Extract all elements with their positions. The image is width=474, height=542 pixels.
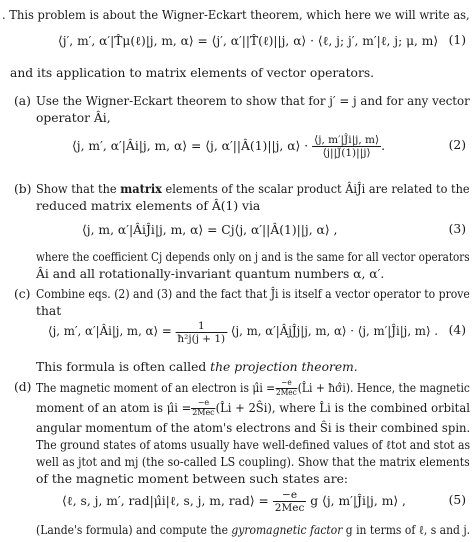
equation-5-denominator: 2Mec [274,502,305,514]
equation-4-denominator: ħ²j(j + 1) [177,332,226,345]
part-d-line6: of the magnetic moment between such states are: [36,472,349,486]
part-b-line1-end: elements of the scalar product ÂiĴi are related to the [161,182,470,196]
equation-5-lhs: ⟨ℓ, s, j, m′, rad|μ̂i|ℓ, s, j, m, rad⟩ = [62,494,269,508]
intro-after: and its application to matrix elements of vector operators. [10,66,375,80]
part-c-after [36,360,358,374]
part-c-line1: Combine eqs. (2) and (3) and the fact that Ĵi is itself a vector operator to prove [36,287,470,301]
equation-3: ⟨j, m, α′|ÂiĴi|j, m, α⟩ = Cj⟨j, α′||Â(1)||j, α⟩ , [82,223,338,237]
part-b-after2: Âi and all rotationally-invariant quantum numbers α, α′. [36,267,385,281]
electron-moment-fraction [275,379,298,398]
part-d-line2-end: (L̂i + 2Ŝi), where L̂i is the combined orbital [215,401,470,415]
electron-moment-denominator: 2Mec [276,388,297,398]
equation-1: ⟨j′, m′, α′|T̂μ(ℓ)|j, m, α⟩ = ⟨j′, α′||T̂(ℓ)||j, α⟩ · ⟨ℓ, j; j′, m′|ℓ, j; μ, m⟩ [58,34,439,48]
equation-2-lhs: ⟨j, m′, α′|Âi|j, m, α⟩ = ⟨j, α′||Â(1)||j, α⟩ · [72,139,309,153]
part-d-line1 [36,378,470,398]
part-b-line1-start: Show that the [36,182,121,196]
part-b-after1: where the coefficient Cj depends only on j and is the same for all vector operators [36,250,470,264]
equation-5-numerator: −e [273,489,307,502]
part-b-label: (b) [14,182,32,196]
equation-4-fraction [175,320,227,345]
intro-text: This problem is about the Wigner-Eckart theorem, which here we will write as, [9,8,470,22]
equation-4 [48,318,438,345]
equation-2 [72,133,385,159]
equation-2-number: (2) [448,138,466,152]
intro-prefix: . [2,8,10,22]
equation-2-fraction [312,134,381,159]
part-c-after-start: This formula is often called [36,360,211,374]
gyromagnetic-factor-term: gyromagnetic factor [231,523,343,537]
part-b-line1 [36,182,470,196]
part-d-last-line [36,523,470,537]
equation-4-numerator: 1 [175,320,227,333]
equation-4-number: (4) [448,323,466,337]
part-d-line4: The ground states of atoms usually have well-defined values of ℓtot and stot as [36,438,471,452]
part-d-line2 [36,398,470,418]
part-a-line1: Use the Wigner-Eckart theorem to show that for j′ = j and for any vector [36,94,470,108]
part-b-line2: reduced matrix elements of Â(1) via [36,199,261,213]
part-d-line2-start: moment of an atom is μ̂i = [36,401,192,415]
part-d-label: (d) [14,380,32,394]
part-d-line3: angular momentum of the atom's electrons and Ŝi is their combined spin. [36,421,471,435]
part-c-line2: that [36,304,62,318]
part-d-last-end: g in terms of ℓ, s and j. [342,523,471,537]
equation-2-numerator: ⟨j, m′|Ĵi|j, m⟩ [314,134,380,146]
part-a-label: (a) [14,94,31,108]
electron-moment-numerator: −e [275,379,298,389]
equation-3-number: (3) [448,222,466,236]
part-a-line2: operator Âi, [36,111,111,125]
part-d-last-start: (Lande's formula) and compute the [36,523,232,537]
equation-5-fraction [273,489,307,514]
intro-line [2,8,470,22]
part-d-line1-start: The magnetic moment of an electron is μ̂i = [36,381,276,395]
equation-5-number: (5) [448,493,466,507]
equation-2-tail: . [381,139,386,153]
part-c-label: (c) [14,287,31,301]
projection-theorem-term: the projection theorem. [210,360,358,374]
equation-4-rhs: ⟨j, m, α′|ÂjĴj|j, m, α⟩ · ⟨j, m′|Ĵi|j, m⟩ . [230,324,439,338]
equation-1-number: (1) [448,33,466,47]
part-b-bold-word: matrix [120,181,162,196]
equation-5-rhs: g ⟨j, m′|Ĵi|j, m⟩ , [310,494,406,508]
atom-moment-fraction [191,399,215,418]
atom-moment-denominator: 2Mec [192,408,215,418]
part-d-line5: well as jtot and mj (the so-called LS coupling). Show that the matrix elements [36,455,470,469]
part-d-line1-end: (L̂i + ħσ̂i). Hence, the magnetic [297,381,470,395]
equation-4-lhs: ⟨j, m′, α′|Âi|j, m, α⟩ = [48,324,172,338]
equation-2-denominator: ⟨j||Ĵ(1)||j⟩ [322,147,371,159]
equation-5 [62,488,406,514]
atom-moment-numerator: −e [191,399,215,409]
